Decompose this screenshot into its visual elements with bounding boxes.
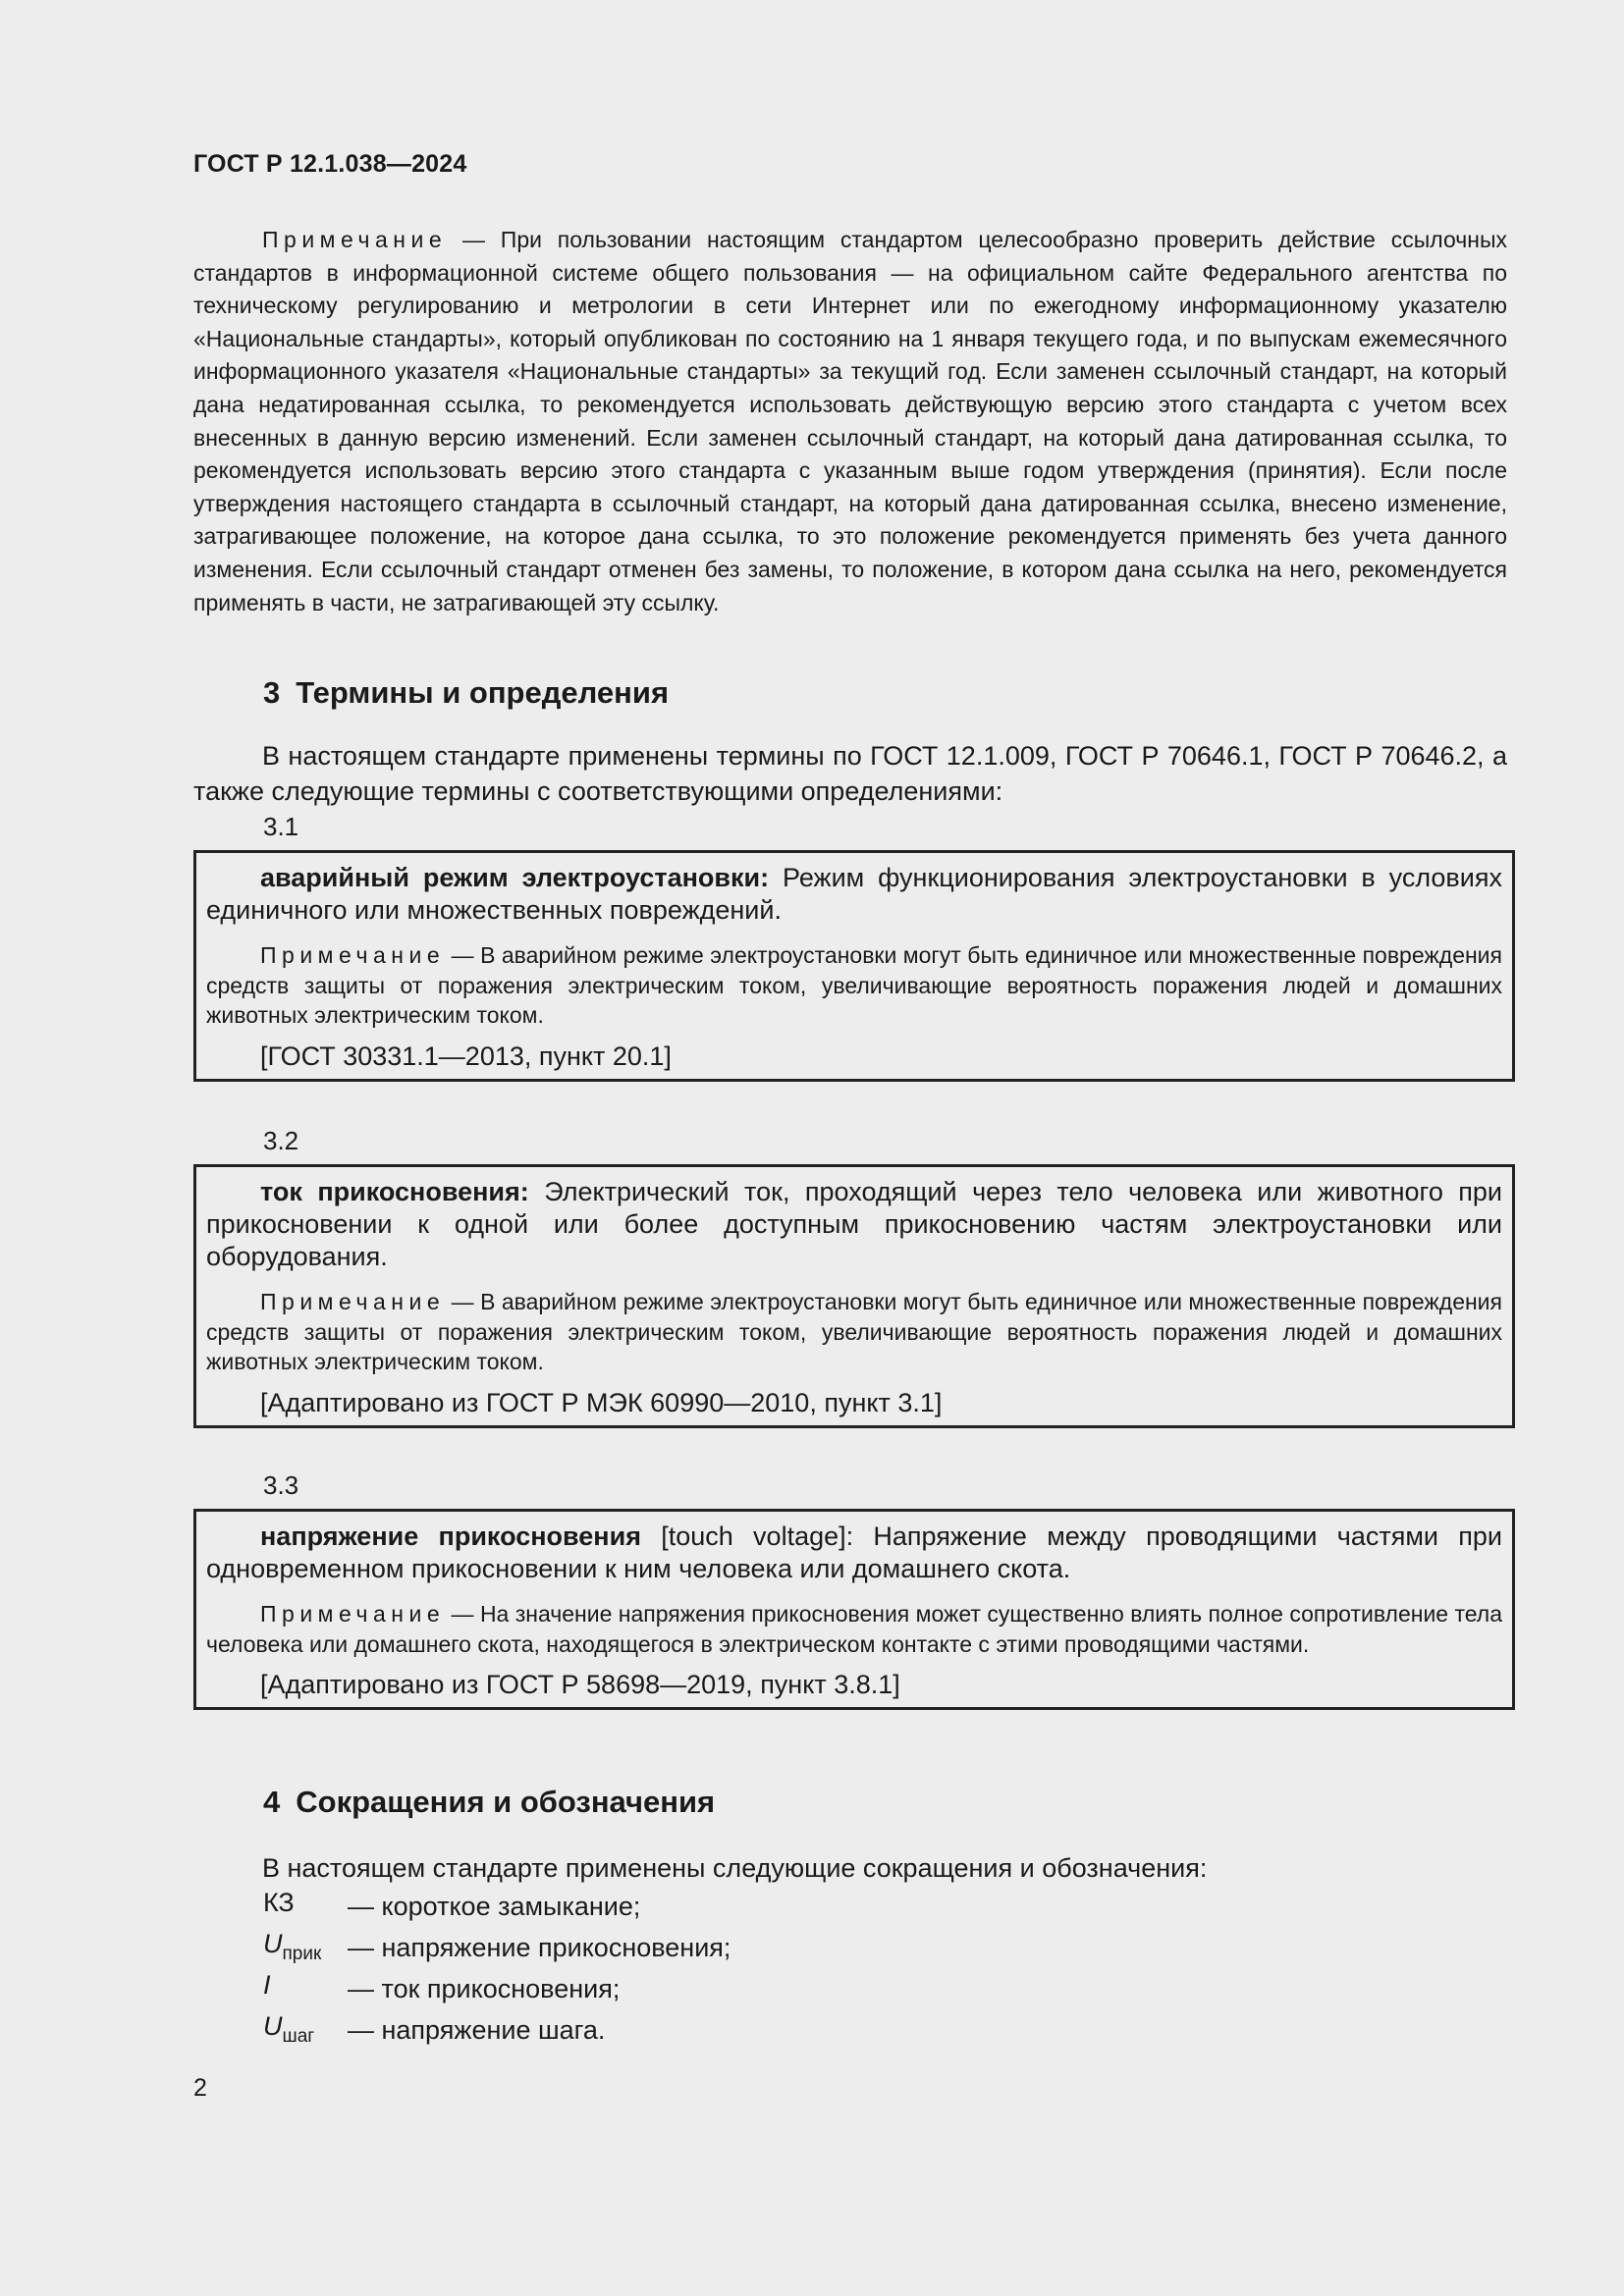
note-text: — На значение напряжения прикосновения может существенно влиять полное сопротивление тела человека или домашнего скота, находящегося в электрическом контакте с этими проводящими частями. <box>206 1601 1502 1657</box>
section-4-intro: В настоящем стандарте применены следующие сокращения и обозначения: <box>262 1853 1208 1883</box>
term-definition <box>206 1176 1502 1273</box>
note-text: — При пользовании настоящим стандартом целесообразно проверить действие ссылочных стандартов в информационной системе общего пользования — на официальном сайте Федерального агентства по техническому регулированию и метрологии в сети Интернет или по ежегодному информационному указателю «Национальные стандарты», который опубликован по состоянию на 1 января текущего года, и по выпускам ежемесячного информационного указателя «Национальные стандарты» за текущий год. Если заменен ссылочный стандарт, на который дана недатированная ссылка, то рекомендуется использовать действующую версию этого стандарта с учетом всех внесенных в данную версию изменений. Если заменен ссылочный стандарт, на который дана датированная ссылка, то рекомендуется использовать версию этого стандарта с указанным выше годом утверждения (принятия). Если после утверждения настоящего стандарта в ссылочный стандарт, на который дана датированная ссылка, внесено изменение, затрагивающее положение, на которое дана ссылка, то это положение рекомендуется применять без учета данного изменения. Если ссылочный стандарт отменен без замены, то положение, в котором дана ссылка на него, рекомендуется применять в части, не затрагивающей эту ссылку. <box>193 227 1507 615</box>
term-note <box>206 1599 1502 1659</box>
term-number: 3.1 <box>263 812 299 841</box>
term-text: [touch voltage]: Напряжение между проводящими частями при одновременном прикосновении к ним человека или домашнего скота. <box>206 1522 1502 1583</box>
note-label: Примечание <box>262 227 448 252</box>
term-name: ток прикосновения: <box>260 1177 529 1206</box>
abbreviation-description: — напряжение прикосновения; <box>348 1933 731 1962</box>
page-number: 2 <box>193 2074 207 2102</box>
term-box-3-3 <box>193 1509 1515 1710</box>
term-box-3-1 <box>193 850 1515 1082</box>
section-4-heading <box>263 1785 715 1820</box>
term-note <box>206 1287 1502 1377</box>
term-note <box>206 940 1502 1031</box>
section-3-intro: В настоящем стандарте применены термины по ГОСТ 12.1.009, ГОСТ Р 70646.1, ГОСТ Р 70646.2, а также следующие термины с соответствующими определениями: <box>193 741 1507 806</box>
term-source: [Адаптировано из ГОСТ Р 58698—2019, пункт 3.8.1] <box>260 1670 900 1699</box>
document-header: ГОСТ Р 12.1.038—2024 <box>193 150 467 178</box>
abbreviation-description: — короткое замыкание; <box>348 1892 641 1921</box>
section-3-heading <box>263 675 669 711</box>
abbreviation-symbol: $U_{прик}$ <box>263 1929 322 1964</box>
term-number: 3.3 <box>263 1470 299 1500</box>
term-text: Режим функционирования электроустановки в условиях единичного или множественных повреждений. <box>206 863 1502 925</box>
term-text: Электрический ток, проходящий через тело человека или животного при прикосновении к одной или более доступным прикосновению частям электроустановки или оборудования. <box>206 1177 1502 1271</box>
term-box-3-2 <box>193 1164 1515 1428</box>
note-text: — В аварийном режиме электроустановки могут быть единичное или множественные повреждения средств защиты от поражения электрическим током, увеличивающие вероятность поражения людей и домашних животных электрическим током. <box>206 942 1502 1028</box>
abbreviation-symbol: I <box>263 1970 271 2000</box>
term-number: 3.2 <box>263 1126 299 1155</box>
note-label: Примечание <box>260 1289 446 1314</box>
section-number: 4 <box>263 1785 281 1819</box>
term-name: аварийный режим электроустановки: <box>260 863 770 892</box>
term-definition <box>206 1521 1502 1585</box>
abbreviation-symbol: $U_{шаг}$ <box>263 2011 315 2047</box>
abbreviation-description: — напряжение шага. <box>348 2015 606 2045</box>
term-name: напряжение прикосновения <box>260 1522 641 1551</box>
section-title: Сокращения и обозначения <box>296 1785 716 1819</box>
note-label: Примечание <box>260 1601 446 1627</box>
term-source: [ГОСТ 30331.1—2013, пункт 20.1] <box>260 1041 672 1071</box>
section-title: Термины и определения <box>296 675 670 710</box>
intro-note <box>193 224 1507 619</box>
abbreviation-symbol: КЗ <box>263 1888 295 1917</box>
term-source: [Адаптировано из ГОСТ Р МЭК 60990—2010, пункт 3.1] <box>260 1387 943 1417</box>
note-text: — В аварийном режиме электроустановки могут быть единичное или множественные повреждения средств защиты от поражения электрическим током, увеличивающие вероятность поражения людей и домашних животных электрическим током. <box>206 1289 1502 1374</box>
note-label: Примечание <box>260 942 446 968</box>
abbreviation-description: — ток прикосновения; <box>348 1974 621 2003</box>
section-number: 3 <box>263 675 281 710</box>
term-definition <box>206 862 1502 927</box>
